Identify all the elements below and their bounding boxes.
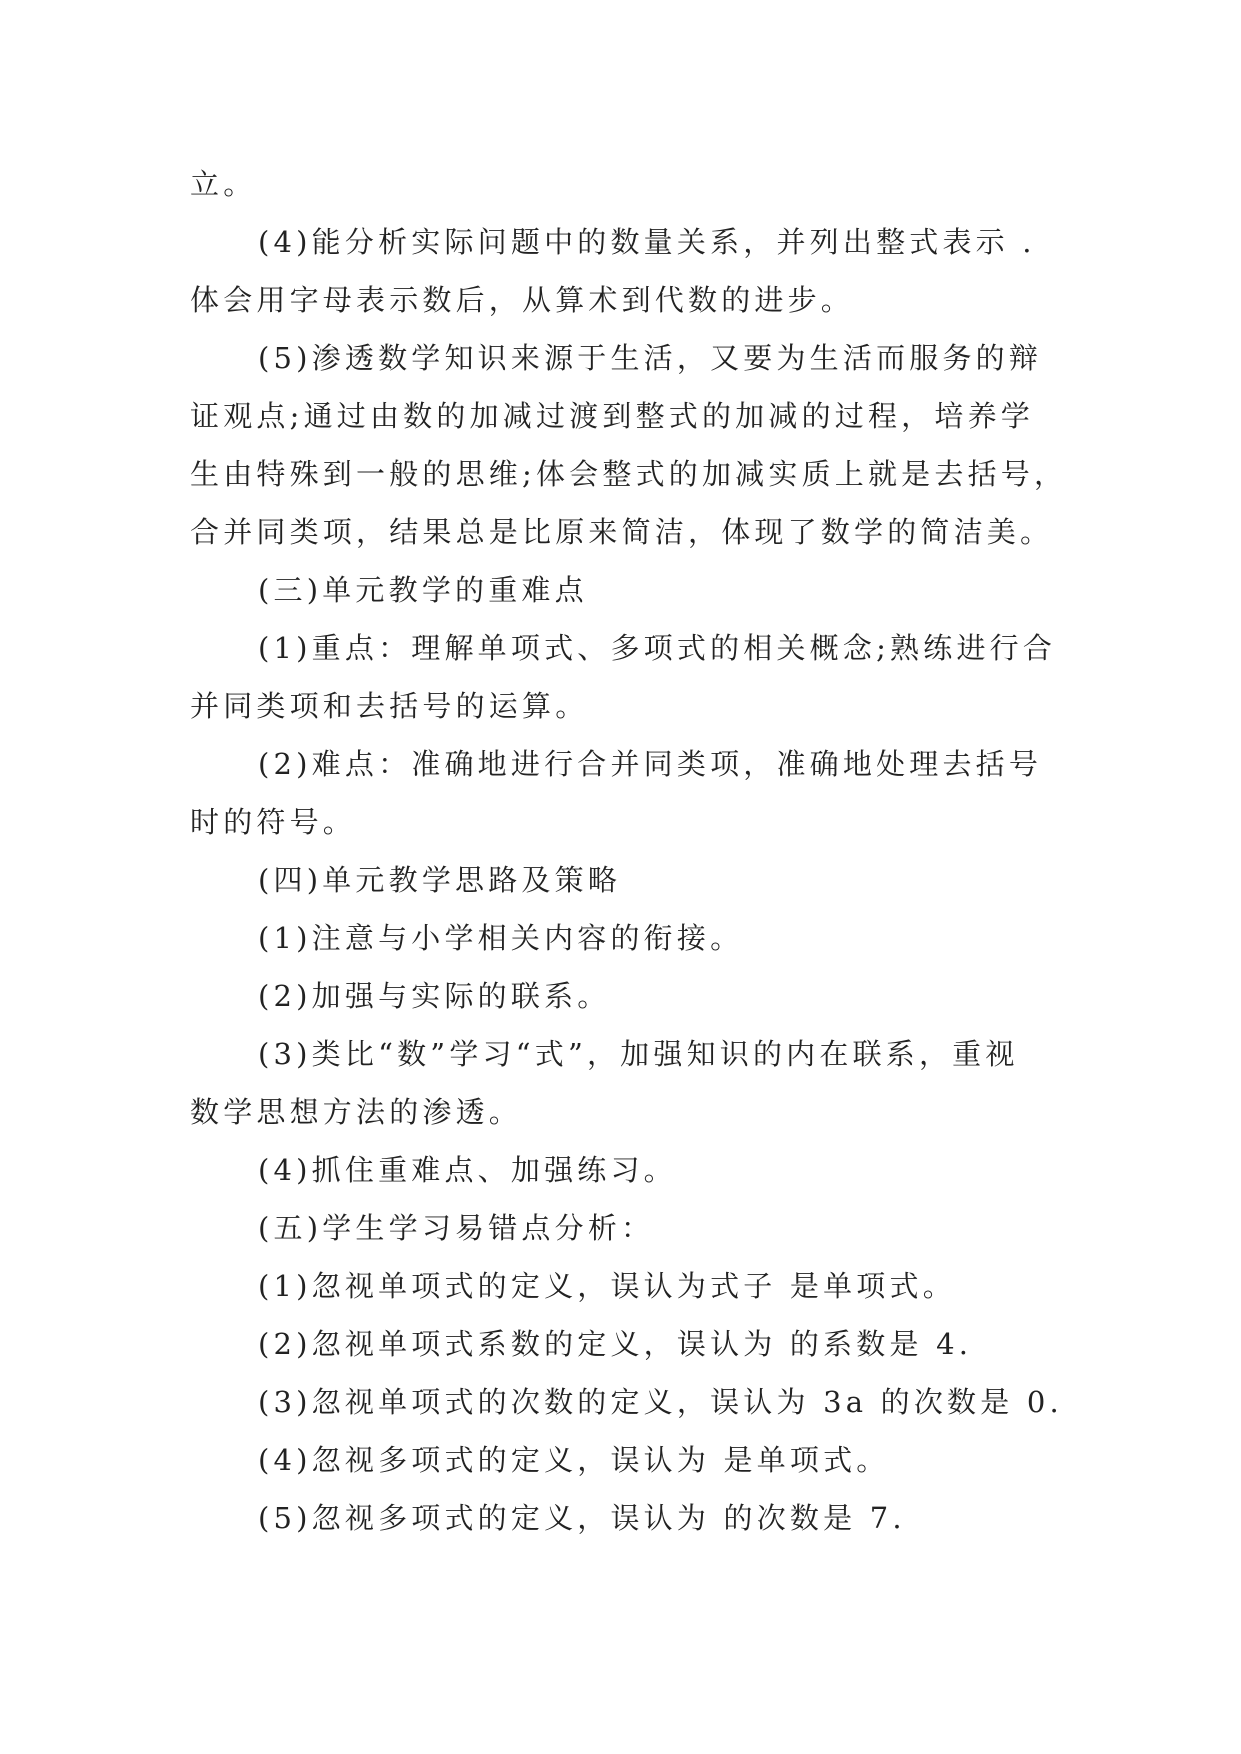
- list-item: (2)加强与实际的联系。: [258, 979, 611, 1013]
- text-line: 生由特殊到一般的思维;体会整式的加减实质上就是去括号，: [190, 457, 1068, 491]
- section-heading: (四)单元教学思路及策略: [258, 863, 622, 897]
- section-heading: (五)学生学习易错点分析：: [258, 1211, 655, 1245]
- text-line: (4)能分析实际问题中的数量关系，并列出整式表示 .: [258, 225, 1036, 259]
- list-item: (4)抓住重难点、加强练习。: [258, 1153, 677, 1187]
- text-line: (2)难点：准确地进行合并同类项，准确地处理去括号: [258, 747, 1043, 781]
- list-item: (2)忽视单项式系数的定义，误认为 的系数是 4.: [258, 1327, 973, 1361]
- section-heading: (三)单元教学的重难点: [258, 573, 588, 607]
- text-line: (1)重点：理解单项式、多项式的相关概念;熟练进行合: [258, 631, 1057, 665]
- list-item: (5)忽视多项式的定义，误认为 的次数是 7.: [258, 1501, 906, 1535]
- list-item: (1)注意与小学相关内容的衔接。: [258, 921, 744, 955]
- text-line: 体会用字母表示数后，从算术到代数的进步。: [190, 283, 855, 317]
- text-line: 数学思想方法的渗透。: [190, 1095, 523, 1129]
- list-item: (3)忽视单项式的次数的定义，误认为 3a 的次数是 0.: [258, 1385, 1063, 1419]
- list-item: (3)类比“数”学习“式”，加强知识的内在联系，重视: [258, 1037, 1019, 1071]
- text-line: 时的符号。: [190, 805, 357, 839]
- text-line: 合并同类项，结果总是比原来简洁，体现了数学的简洁美。: [190, 515, 1054, 549]
- text-line: 立。: [190, 167, 257, 201]
- text-line: 并同类项和去括号的运算。: [190, 689, 589, 723]
- document-body: [190, 155, 1068, 1547]
- text-line: (5)渗透数学知识来源于生活，又要为生活而服务的辩: [258, 341, 1043, 375]
- list-item: (4)忽视多项式的定义，误认为 是单项式。: [258, 1443, 890, 1477]
- text-line: 证观点;通过由数的加减过渡到整式的加减的过程，培养学: [190, 399, 1034, 433]
- list-item: (1)忽视单项式的定义，误认为式子 是单项式。: [258, 1269, 956, 1303]
